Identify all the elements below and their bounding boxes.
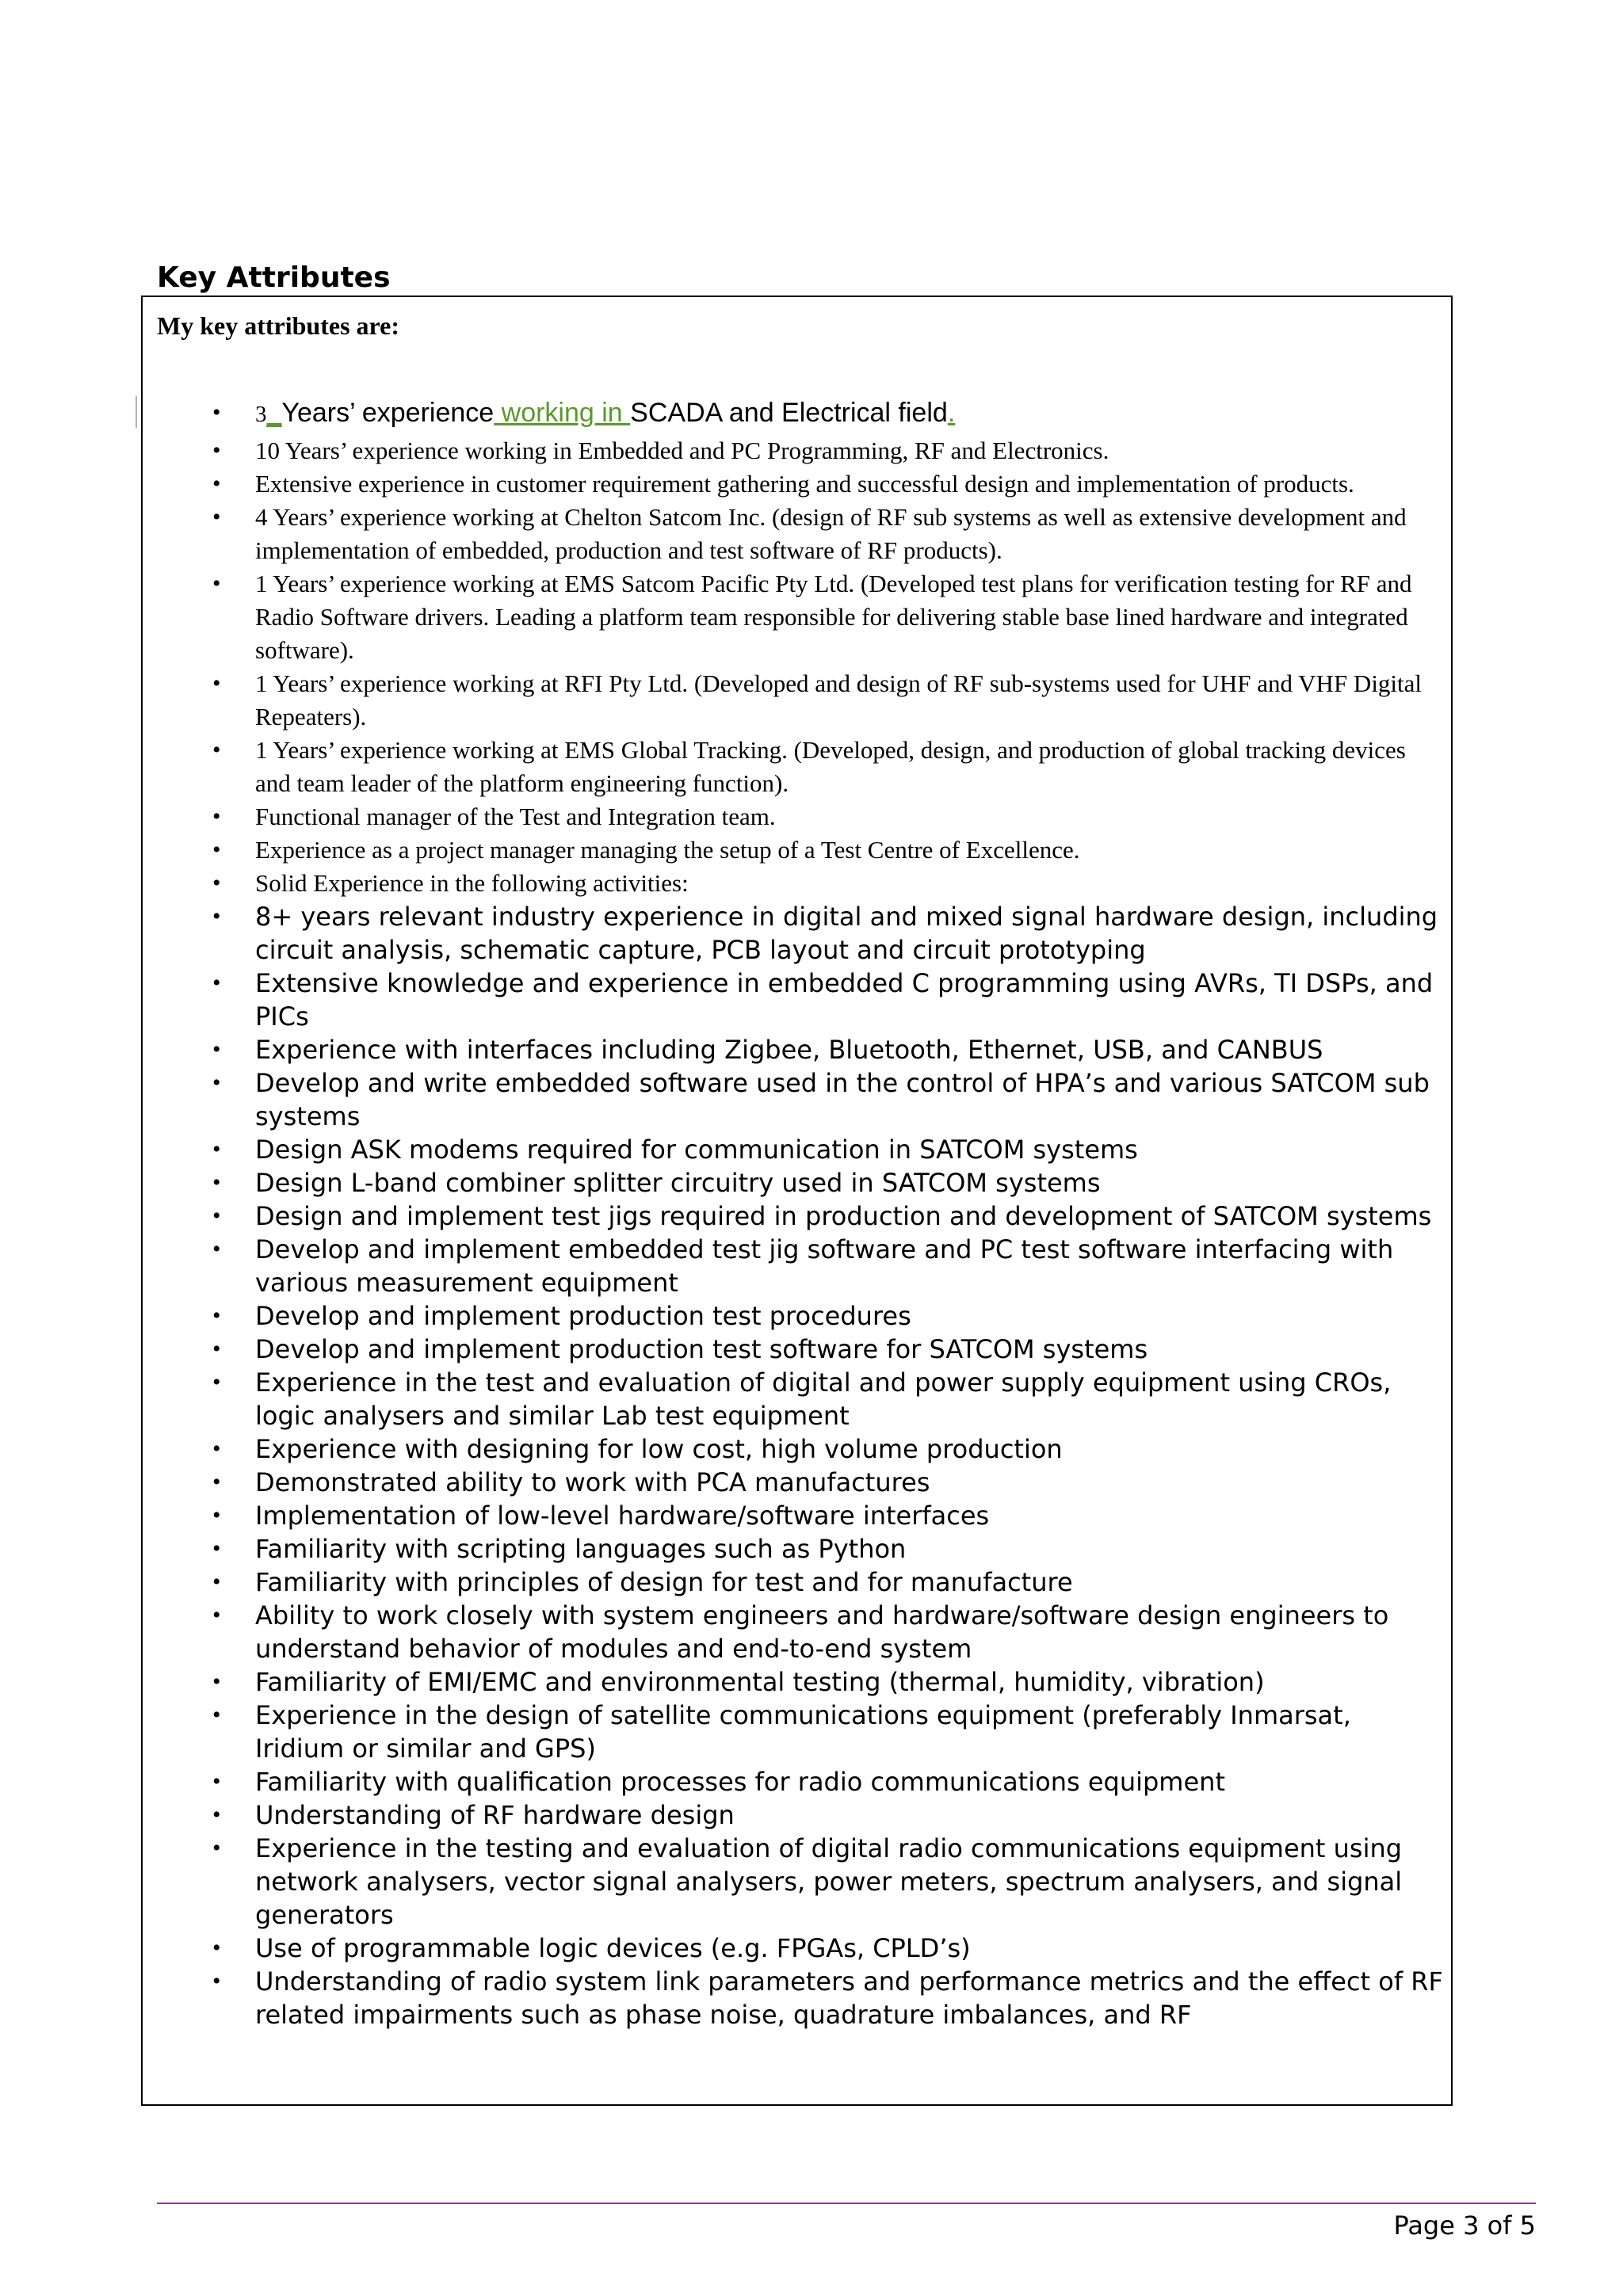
list-item: • 1 Years’ experience working at EMS Global Tracking. (Developed, design, and production of global tracking devices and team leader of the platform engineering function). [212, 734, 1445, 800]
list-item: • Experience with interfaces including Zigbee, Bluetooth, Ethernet, USB, and CANBUS [212, 1033, 1445, 1066]
tracked-insert-period: . [947, 398, 956, 428]
list-item: • Familiarity with scripting languages such as Python [212, 1532, 1445, 1566]
list-item [212, 396, 1445, 431]
tracked-number: 3 [255, 402, 267, 427]
list-item: • Design L-band combiner splitter circuitry used in SATCOM systems [212, 1166, 1445, 1199]
list-item: • 1 Years’ experience working at EMS Satcom Pacific Pty Ltd. (Developed test plans for verification testing for RF and Radio Software drivers. Leading a platform team responsible for delivering stable base lined hardware and integrated software). [212, 567, 1445, 667]
list-item: • Experience in the test and evaluation of digital and power supply equipment using CROs, logic analysers and similar Lab test equipment [212, 1366, 1445, 1432]
list-item: • Experience in the testing and evaluation of digital radio communications equipment using network analysers, vector signal analysers, power meters, spectrum analysers, and signal generators [212, 1832, 1445, 1932]
list-item: • Design and implement test jigs required in production and development of SATCOM systems [212, 1199, 1445, 1233]
page-number: Page 3 of 5 [1393, 2210, 1536, 2241]
section-heading: Key Attributes [157, 261, 391, 294]
list-item: • Understanding of RF hardware design [212, 1798, 1445, 1832]
footer-rule [157, 2203, 1536, 2204]
list-item: • Develop and write embedded software used in the control of HPA’s and various SATCOM sub systems [212, 1066, 1445, 1133]
list-item: • Familiarity of EMI/EMC and environmental testing (thermal, humidity, vibration) [212, 1665, 1445, 1699]
list-item: • Familiarity with principles of design for test and for manufacture [212, 1566, 1445, 1599]
list-item: • Implementation of low-level hardware/software interfaces [212, 1499, 1445, 1532]
tracked-insert-mark: _ [266, 398, 282, 428]
list-item: • Experience in the design of satellite communications equipment (preferably Inmarsat, Iridium or similar and GPS) [212, 1699, 1445, 1765]
list-item: • 4 Years’ experience working at Chelton Satcom Inc. (design of RF sub systems as well as extensive development and implementation of embedded, production and test software of RF products). [212, 501, 1445, 567]
list-item: • Design ASK modems required for communication in SATCOM systems [212, 1133, 1445, 1166]
tracked-change-bar [136, 396, 137, 428]
list-item: • 8+ years relevant industry experience in digital and mixed signal hardware design, including circuit analysis, schematic capture, PCB layout and circuit prototyping [212, 900, 1445, 967]
list-item: • Experience with designing for low cost, high volume production [212, 1432, 1445, 1466]
list-item: • Solid Experience in the following activities: [212, 867, 1445, 900]
item-text: Years’ experience [281, 398, 495, 428]
list-item: • 1 Years’ experience working at RFI Pty Ltd. (Developed and design of RF sub-systems used for UHF and VHF Digital Repeaters). [212, 667, 1445, 734]
list-item: • Demonstrated ability to work with PCA manufactures [212, 1466, 1445, 1499]
list-item: • Develop and implement production test software for SATCOM systems [212, 1333, 1445, 1366]
list-item: • 10 Years’ experience working in Embedded and PC Programming, RF and Electronics. [212, 434, 1445, 467]
intro-text: My key attributes are: [157, 311, 399, 340]
list-item: • Experience as a project manager managing the setup of a Test Centre of Excellence. [212, 833, 1445, 867]
list-item: • Ability to work closely with system engineers and hardware/software design engineers to understand behavior of modules and end-to-end system [212, 1599, 1445, 1665]
list-item: • Develop and implement embedded test jig software and PC test software interfacing with various measurement equipment [212, 1233, 1445, 1299]
list-item: • Develop and implement production test procedures [212, 1299, 1445, 1333]
key-attributes-list [212, 396, 1445, 2031]
list-item: • Familiarity with qualification processes for radio communications equipment [212, 1765, 1445, 1798]
list-item: • Extensive experience in customer requirement gathering and successful design and implementation of products. [212, 467, 1445, 501]
item-text: SCADA and Electrical field [630, 398, 948, 428]
list-item: • Use of programmable logic devices (e.g. FPGAs, CPLD’s) [212, 1932, 1445, 1965]
list-item: • Functional manager of the Test and Integration team. [212, 800, 1445, 833]
tracked-insert: working in [494, 398, 631, 428]
list-item: • Extensive knowledge and experience in embedded C programming using AVRs, TI DSPs, and PICs [212, 967, 1445, 1033]
list-item: • Understanding of radio system link parameters and performance metrics and the effect of RF related impairments such as phase noise, quadrature imbalances, and RF [212, 1965, 1445, 2031]
